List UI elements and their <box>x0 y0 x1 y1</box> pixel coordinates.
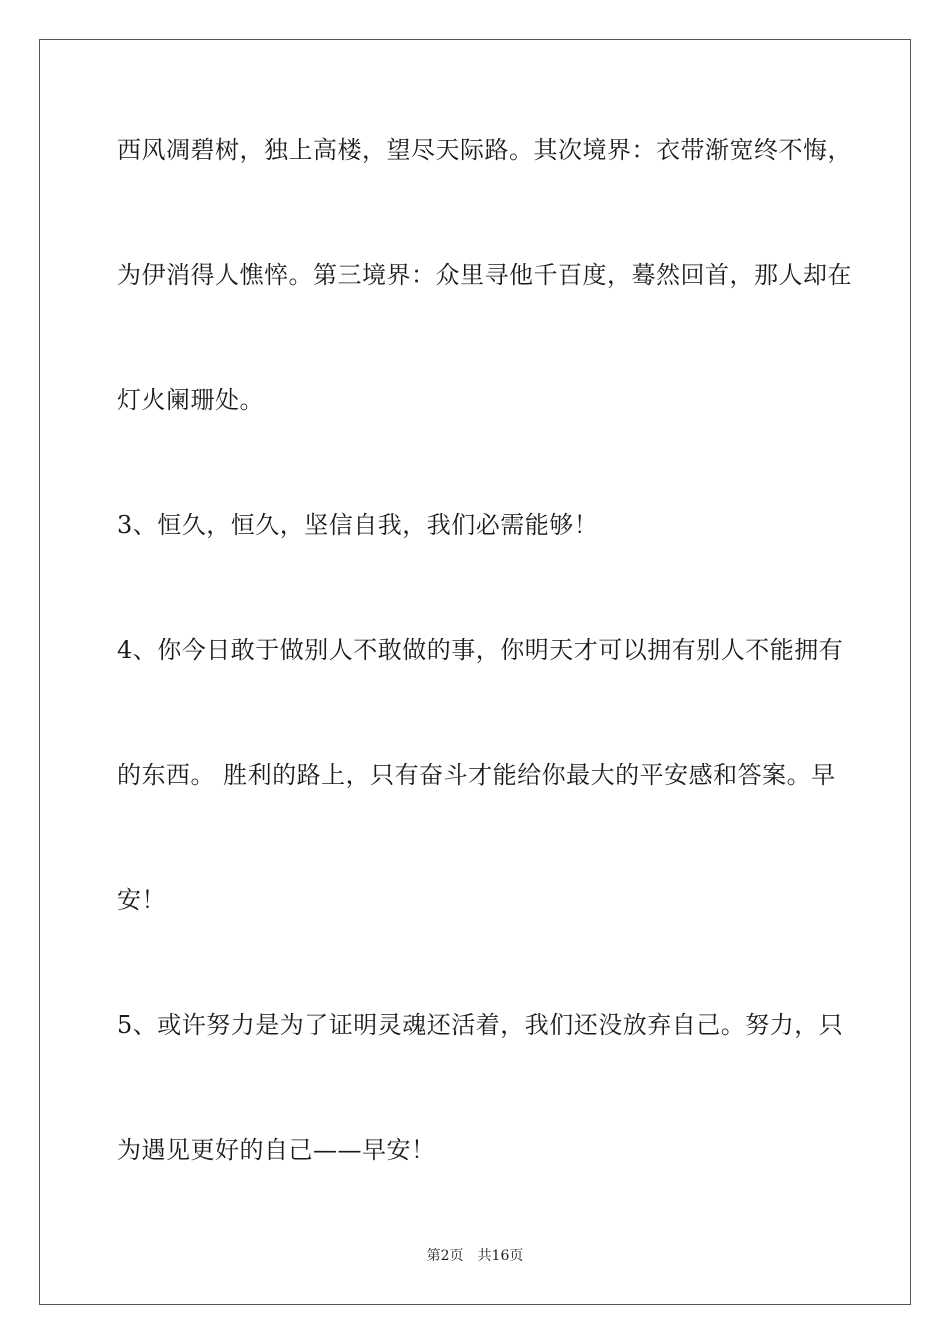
text-line: 3、恒久，恒久，坚信自我，我们必需能够！ <box>117 511 599 539</box>
text-line: 为伊消得人憔悴。第三境界：众里寻他千百度，蓦然回首，那人却在 <box>117 261 852 289</box>
text-line: 的东西。 胜利的路上，只有奋斗才能给你最大的平安感和答案。早 <box>117 761 836 789</box>
text-line: 西风凋碧树，独上高楼，望尽天际路。其次境界：衣带渐宽终不悔， <box>117 136 852 164</box>
page-total: 共16页 <box>477 1248 524 1264</box>
text-line: 4、你今日敢于做别人不敢做的事，你明天才可以拥有别人不能拥有 <box>117 636 844 664</box>
text-line: 为遇见更好的自己——早安！ <box>117 1136 436 1164</box>
page-footer <box>0 1246 950 1266</box>
page-number: 第2页 <box>426 1248 464 1264</box>
text-line: 5、或许努力是为了证明灵魂还活着，我们还没放弃自己。努力，只 <box>117 1011 844 1039</box>
text-line: 灯火阑珊处。 <box>117 386 264 414</box>
text-line: 安！ <box>117 886 166 914</box>
page-border <box>39 39 911 1305</box>
